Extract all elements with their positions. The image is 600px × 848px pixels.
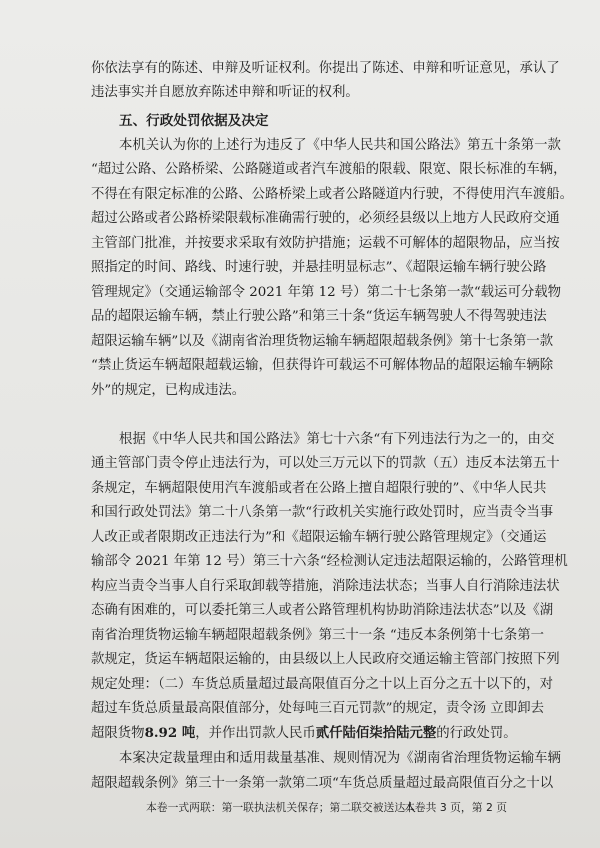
text-line-24: 规定处理：（二）车货总质量超过最高限值百分之十以上百分之五十以下的，对 (91, 677, 553, 692)
fine-amount: 贰仟陆佰柒拾陆元整 (315, 725, 437, 741)
text-line-3: 本机关认为你的上述行为违反了《中华人民共和国公路法》第五十条第一款 (119, 138, 561, 153)
text-line-11: 超限运输车辆”以及《湖南省治理货物运输车辆超限超载条例》第十七条第一款 (91, 334, 554, 349)
text-line-22: 南省治理货物运输车辆超限超载条例》第三十一条 “违反本条例第十七条第一 (91, 628, 544, 643)
text-line-2: 违法事实并自愿放弃陈述申辩和听证的权利。 (91, 85, 359, 100)
footer-page-number: 本卷共 3 页，第 2 页 (404, 801, 508, 814)
text-line-7: 主管部门批准，并按要求采取有效防护措施；运载不可解体的超限物品，应当按 (91, 236, 560, 251)
text-line-13: 外”的规定，已构成违法。 (91, 383, 246, 398)
text-line-14: 根据《中华人民共和国公路法》第七十六条“有下列违法行为之一的，由交 (119, 432, 555, 447)
text-line-9: 管理规定》（交通运输部令 2021 年第 12 号）第二十七条第一款“载运可分载物 (91, 285, 562, 300)
text-line-1: 你依法享有的陈述、申辩及听证权利。你提出了陈述、申辩和听证意见，承认了 (91, 61, 560, 76)
text-line-25: 超过车货总质量最高限值部分，处每吨三百元罚款”的规定，责令汤 立即卸去 (91, 701, 544, 716)
text-line-26 (0, 724, 600, 743)
text-line-10: 品的超限运输车辆，禁止行驶公路”和第三十条“货运车辆驾驶人不得驾驶违法 (91, 309, 547, 324)
text-line-5: 不得在有限定标准的公路、公路桥梁上或者公路隧道内行驶，不得使用汽车渡船。 (91, 187, 574, 202)
text-line-27: 本案决定裁量理由和适用裁量基准、规则情况为《湖南省治理货物运输车辆 (119, 751, 561, 766)
section-heading: 五、行政处罚依据及决定 (119, 113, 269, 129)
text-line-28: 超限超载条例》第三十一条第一款第二项“车货总质量超过最高限值百分之十以 (91, 776, 554, 791)
text-segment: 的行政处罚。 (436, 726, 517, 741)
text-line-21: 态确有困难的，可以委托第三人或者公路管理机构协助消除违法状态”以及《湖 (91, 603, 554, 618)
text-line-20: 构应当责令当事人自行采取卸载等措施，消除违法状态；当事人自行消除违法状 (91, 579, 560, 594)
text-line-18: 人改正或者限期改正违法行为”和《超限运输车辆行驶公路管理规定》（交通运 (91, 530, 547, 545)
text-line-23: 款规定，货运车辆超限运输的，由县级以上人民政府交通运输主管部门按照下列 (91, 652, 560, 667)
footer-copy-note: 本卷一式两联：第一联执法机关保存；第二联交被送达人 (146, 801, 416, 814)
text-line-19: 输部令 2021 年第 12 号）第三十六条“经检测认定违法超限运输的，公路管理机 (91, 554, 568, 569)
text-line-12: “禁止货运车辆超限超载运输，但获得许可载运不可解体物品的超限运输车辆除 (91, 358, 554, 373)
text-segment: ，并作出罚款人民币 (195, 726, 316, 741)
text-segment: 超限货物 (91, 726, 145, 741)
text-line-6: 超过公路或者公路桥梁限载标准确需行驶的，必须经县级以上地方人民政府交通 (91, 211, 560, 226)
text-line-8: 照指定的时间、路线、时速行驶，并悬挂明显标志”、《超限运输车辆行驶公路 (91, 260, 547, 275)
tonnage-value: 8.92 吨 (144, 725, 196, 741)
text-line-16: 条规定，车辆超限使用汽车渡船或者在公路上擅自超限行驶的”、《中华人民共 (91, 481, 547, 496)
text-line-15: 通主管部门责令停止违法行为，可以处三万元以下的罚款（五）违反本法第五十 (91, 456, 560, 471)
text-line-4: “超过公路、公路桥梁、公路隧道或者汽车渡船的限载、限宽、限长标准的车辆， (91, 162, 567, 177)
text-line-17: 和国行政处罚法》第二十八条第一款“行政机关实施行政处罚时，应当责令当事 (91, 505, 554, 520)
